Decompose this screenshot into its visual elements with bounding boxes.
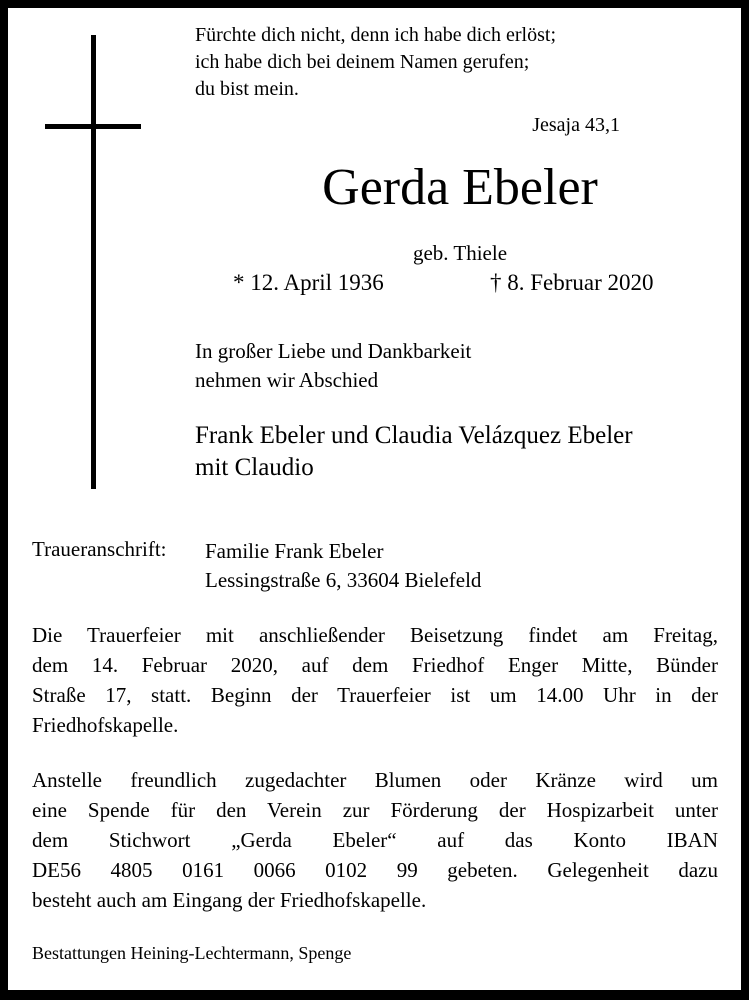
death-date: † 8. Februar 2020 bbox=[490, 270, 654, 295]
ceremony-paragraph bbox=[32, 620, 718, 740]
paragraph-line: Anstelle freundlich zugedachter Blumen oder Kränze wird um bbox=[32, 768, 718, 792]
verse-reference: Jesaja 43,1 bbox=[532, 114, 620, 136]
verse-line: ich habe dich bei deinem Namen gerufen; bbox=[195, 51, 530, 73]
paragraph-line: dem 14. Februar 2020, auf dem Friedhof Enger Mitte, Bünder bbox=[32, 653, 718, 677]
address-line: Familie Frank Ebeler bbox=[205, 539, 384, 563]
donation-paragraph bbox=[32, 765, 718, 915]
paragraph-line: eine Spende für den Verein zur Förderung der Hospizarbeit unter bbox=[32, 798, 718, 822]
paragraph-line: Die Trauerfeier mit anschließender Beisetzung findet am Freitag, bbox=[32, 623, 718, 647]
bible-verse bbox=[195, 22, 556, 103]
cross-vertical-bar bbox=[91, 35, 96, 489]
paragraph-line: besteht auch am Eingang der Friedhofskapelle. bbox=[32, 888, 427, 912]
paragraph-line: Friedhofskapelle. bbox=[32, 713, 179, 737]
mourning-family bbox=[195, 420, 633, 484]
cross-horizontal-bar bbox=[45, 124, 141, 129]
paragraph-line: dem Stichwort „Gerda Ebeler“ auf das Konto IBAN bbox=[32, 828, 718, 852]
address-line: Lessingstraße 6, 33604 Bielefeld bbox=[205, 568, 482, 592]
obituary-notice bbox=[8, 8, 741, 990]
verse-line: Fürchte dich nicht, denn ich habe dich erlöst; bbox=[195, 24, 557, 46]
birth-date: * 12. April 1936 bbox=[233, 270, 384, 295]
message-line: nehmen wir Abschied bbox=[195, 368, 379, 392]
family-line: Frank Ebeler und Claudia Velázquez Ebeler bbox=[195, 422, 633, 449]
message-line: In großer Liebe und Dankbarkeit bbox=[195, 339, 472, 363]
paragraph-line: DE56 4805 0161 0066 0102 99 gebeten. Gelegenheit dazu bbox=[32, 858, 718, 882]
paragraph-line: Straße 17, statt. Beginn der Trauerfeier ist um 14.00 Uhr in der bbox=[32, 683, 718, 707]
birth-name: geb. Thiele bbox=[412, 241, 508, 265]
family-line: mit Claudio bbox=[195, 454, 314, 481]
farewell-message bbox=[195, 337, 471, 395]
address-label: Traueranschrift: bbox=[32, 537, 167, 561]
verse-line: du bist mein. bbox=[195, 78, 299, 100]
funeral-home: Bestattungen Heining-Lechtermann, Spenge bbox=[32, 943, 352, 963]
deceased-name: Gerda Ebeler bbox=[322, 159, 598, 216]
mourning-address bbox=[205, 537, 481, 595]
